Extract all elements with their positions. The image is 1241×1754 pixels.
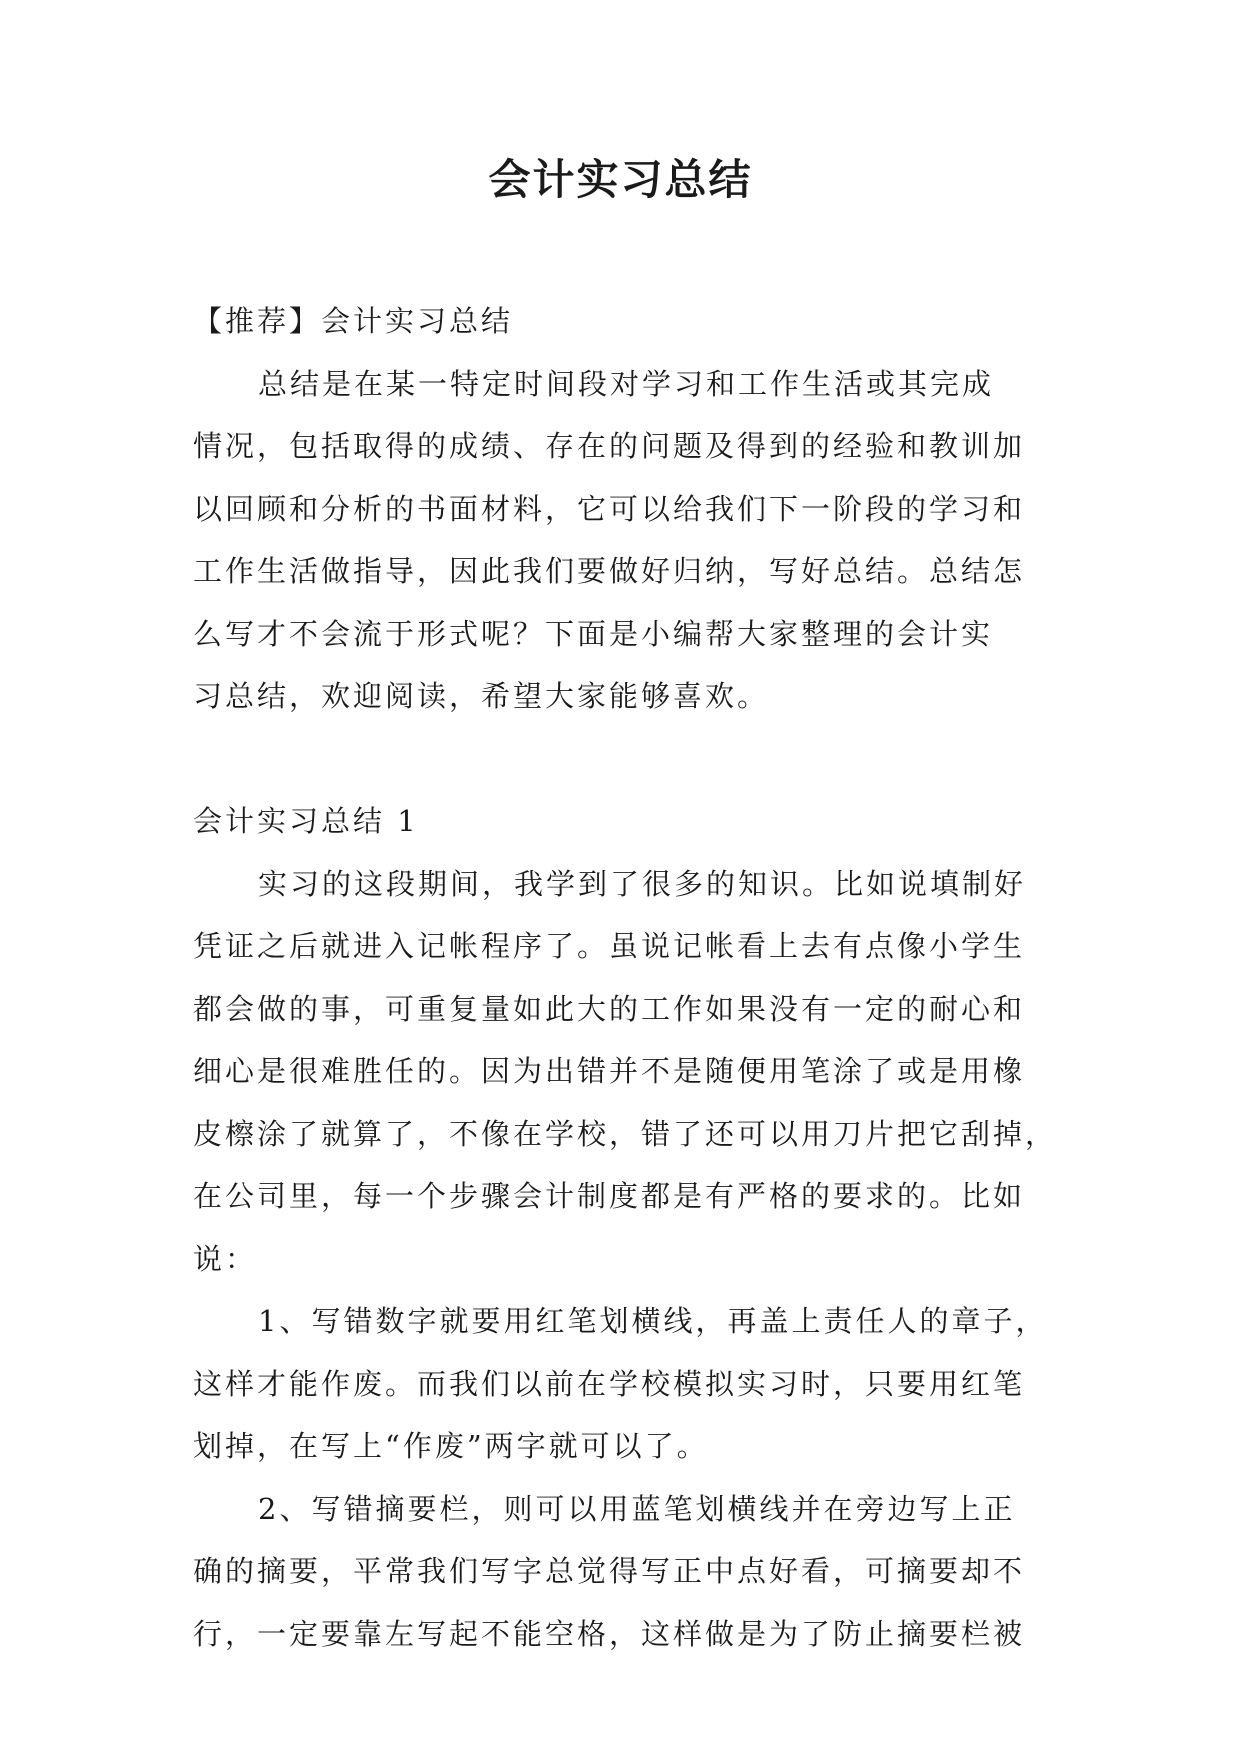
list-item-1	[193, 1290, 1051, 1478]
intro-line: 以回顾和分析的书面材料，它可以给我们下一阶段的学习和	[193, 491, 1026, 526]
list-item-line: 1、写错数字就要用红笔划横线，再盖上责任人的章子，	[258, 1304, 1048, 1338]
document-title: 会计实习总结	[488, 155, 753, 204]
document-body	[193, 290, 1058, 1665]
section-paragraph-1	[193, 853, 1058, 1291]
paragraph-line: 在公司里，每一个步骤会计制度都是有严格的要求的。比如	[193, 1179, 1026, 1213]
intro-line: 总结是在某一特定时间段对学习和工作生活或其完成	[258, 366, 995, 401]
intro-line: 习总结，欢迎阅读，希望大家能够喜欢。	[193, 679, 770, 713]
paragraph-line: 细心是很难胜任的。因为出错并不是随便用笔涂了或是用橡	[193, 1054, 1026, 1088]
paragraph-line: 实习的这段期间，我学到了很多的知识。比如说填制好	[258, 866, 1027, 901]
list-item-line: 行，一定要靠左写起不能空格，这样做是为了防止摘要栏被	[193, 1616, 1026, 1651]
list-item-line: 划掉，在写上“作废”两字就可以了。	[193, 1429, 709, 1463]
paragraph-gap	[193, 728, 1051, 791]
paragraph-line: 都会做的事，可重复量如此大的工作如果没有一定的耐心和	[193, 991, 1026, 1026]
list-item-line: 确的摘要，平常我们写字总觉得写正中点好看，可摘要却不	[193, 1554, 1026, 1588]
intro-paragraph	[193, 353, 1051, 728]
paragraph-line: 说：	[193, 1241, 258, 1276]
intro-line: 工作生活做指导，因此我们要做好归纳，写好总结。总结怎	[193, 554, 1026, 588]
section-heading: 会计实习总结 1	[193, 804, 419, 838]
intro-line: 么写才不会流于形式呢？下面是小编帮大家整理的会计实	[193, 616, 994, 651]
paragraph-line: 凭证之后就进入记帐程序了。虽说记帐看上去有点像小学生	[193, 929, 1026, 963]
list-item-line: 2、写错摘要栏，则可以用蓝笔划横线并在旁边写上正	[258, 1491, 1016, 1526]
paragraph-line: 皮檫涂了就算了，不像在学校，错了还可以用刀片把它刮掉，	[193, 1116, 1058, 1151]
list-item-line: 这样才能作废。而我们以前在学校模拟实习时，只要用红笔	[193, 1366, 1026, 1401]
intro-line: 情况，包括取得的成绩、存在的问题及得到的经验和教训加	[193, 429, 1026, 463]
list-item-2	[193, 1478, 1051, 1666]
recommend-line: 【推荐】会计实习总结	[193, 304, 514, 338]
